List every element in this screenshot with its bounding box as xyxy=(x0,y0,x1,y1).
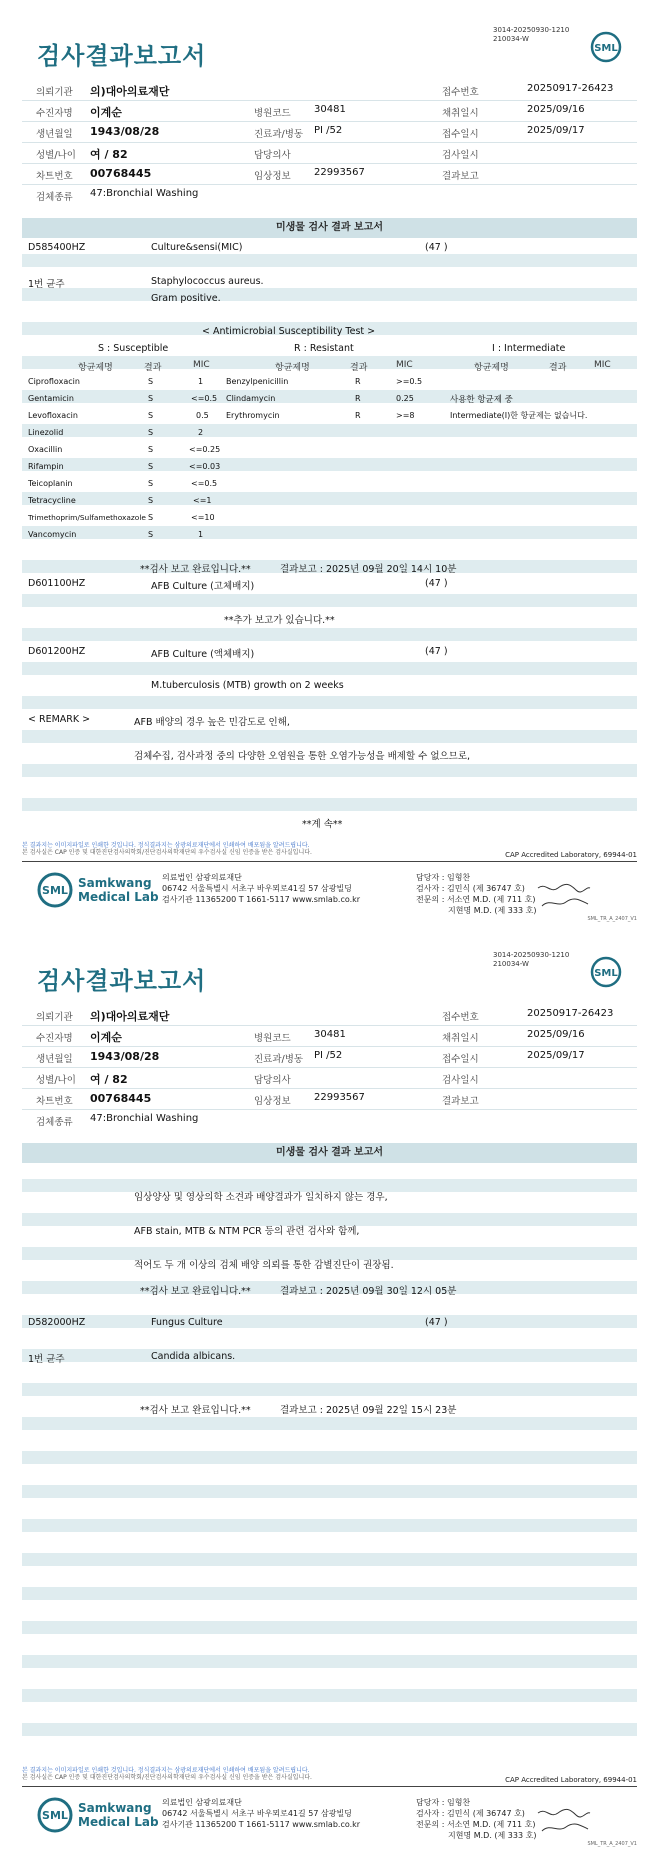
organism-name: Candida albicans. xyxy=(151,1351,236,1362)
svg-text:SML: SML xyxy=(42,884,68,897)
header-row: 차트번호 00768445 임상정보 22993567 결과보고 xyxy=(22,164,637,185)
svg-text:SML: SML xyxy=(594,43,618,54)
footer-note: 본 결과지는 이미지파일로 인쇄한 것입니다. 정식결과지는 삼광의료재단에서 인쇄하여 배포됨을 알려드립니다. 본 검사실은 CAP 인증 및 대한진단검사의학회/진단검사의학재단의 우수검사실 신임 인증을 받은 검사실입니다. xyxy=(22,1767,312,1781)
patient-header xyxy=(22,80,637,205)
header-row: 성별/나이 여 / 82 담당의사 검사일시 xyxy=(22,143,637,164)
signature-icon xyxy=(536,880,592,912)
organism-name: Staphylococcus aureus. xyxy=(151,276,264,287)
lab-address: 의료법인 삼광의료재단 06742 서울특별시 서초구 바우뫼로41길 57 삼광빌딩 검사기관 11365200 T 1661-5117 www.smlab.co.kr xyxy=(162,1798,361,1829)
patient-name: 이계순 xyxy=(90,106,122,119)
report-page-1: 검사결과보고서 3014-20250930-1210 210034-W SML 의뢰기관 의)대아의료재단 접수번호 20250917-26423 수진자명 이계순 병원코드 30481 채취일시 2025/09/16 생년월일 1943/08/28 진료과/병동 PI /52 접수일시 2025/09/17 성별/나이 여 / 82 담당의사 검사일시 차트번호 00768445 임상정보 22993567 결과보고 검체종류 47:Bronchial Washing 미생물 검사 결과 보고서 D585400HZ Culture&sensi(MIC) (47 ) 1번 균주 Staphylococcus aureus. Gram positive. < Antimicrobial Susceptibility Test > S : Susceptible R : Resistant I : Intermediate 항균제명 결과 MIC 항균제명 결과 MIC 항균제명 결과 MIC Ciprofloxacin S 1 Gentamicin S <=0.5 Levofloxacin S 0.5 Linezolid S 2 Oxacillin S <=0.25 Rifampin S <=0.03 Teicoplanin S <=0.5 Tetracycline S <=1 Trimethoprim/Sulfamethoxazole S <=10 Vancomycin S 1 Benzylpenicillin R >=0.5 Clindamycin R 0.25 Erythromycin R >=8 사용한 항균제 중 Intermediate(I)한 항균제는 없습니다. **검사 보고 완료입니다.** 결과보고 : 2025년 09월 20일 14시 10분 D601100HZ AFB Culture (고체배지) (47 ) **추가 보고가 있습니다.** D601200HZ AFB Culture (액체배지) (47 ) M.tuberculosis (MTB) growth on 2 weeks < REMARK > AFB 배양의 경우 높은 민감도로 인해, 검체수집, 검사과정 중의 다양한 오염원을 통한 오염가능성을 배제할 수 없으므로, **계 속** 본 결과지는 이미지파일로 인쇄한 것입니다. 정식결과지는 삼광의료재단에서 인쇄하여 배포됨을 알려드립니다. 본 검사실은 CAP 인증 및 대한진단검사의학회/진단검사의학재단의 우수검사실 신임 인증을 받은 검사실입니다. CAP Accredited Laboratory, 69944-01 SML Samkwang Medical Lab 의료법인 삼광의료재단 06742 서울특별시 서초구 바우뫼로41길 57 삼광빌딩 검사기관 11365200 T 1661-5117 www.smlab.co.kr 담당자 : 임형찬 검사자 : 김민식 (제 36747 호) 전문의 : 서소연 M.D. (제 711 호) 지현명 M.D. (제 333 호) SML_TR_A_2407_V1 xyxy=(22,26,637,922)
institution: 의)대아의료재단 xyxy=(90,85,170,98)
signatures: 담당자 : 임형찬 검사자 : 김민식 (제 36747 호) 전문의 : 서소연 M.D. (제 711 호) 지현명 M.D. (제 333 호) xyxy=(416,1798,537,1840)
header-row: 생년월일 1943/08/28 진료과/병동 PI /52 접수일시 2025/09/17 xyxy=(22,122,637,143)
sml-logo-icon xyxy=(590,31,622,63)
report-page-2: 검사결과보고서 3014-20250930-1210 210034-W SML 의뢰기관 의)대아의료재단 접수번호 20250917-26423 수진자명 이계순 병원코드 30481 채취일시 2025/09/16 생년월일 1943/08/28 진료과/병동 PI /52 접수일시 2025/09/17 성별/나이 여 / 82 담당의사 검사일시 차트번호 00768445 임상정보 22993567 결과보고 검체종류 47:Bronchial Washing 미생물 검사 결과 보고서 임상양상 및 영상의학 소견과 배양결과가 일치하지 않는 경우, AFB stain, MTB & NTM PCR 등의 관련 검사와 함께, 적어도 두 개 이상의 검체 배양 의뢰를 통한 감별진단이 권장됨. **검사 보고 완료입니다.** 결과보고 : 2025년 09월 30일 12시 05분 D582000HZ Fungus Culture (47 ) 1번 균주 Candida albicans. **검사 보고 완료입니다.** 결과보고 : 2025년 09월 22일 15시 23분 본 결과지는 이미지파일로 인쇄한 것입니다. 정식결과지는 삼광의료재단에서 인쇄하여 배포됨을 알려드립니다. 본 검사실은 CAP 인증 및 대한진단검사의학회/진단검사의학재단의 우수검사실 신임 인증을 받은 검사실입니다. CAP Accredited Laboratory, 69944-01 SML Samkwang Medical Lab 의료법인 삼광의료재단 06742 서울특별시 서초구 바우뫼로41길 57 삼광빌딩 검사기관 11365200 T 1661-5117 www.smlab.co.kr 담당자 : 임형찬 검사자 : 김민식 (제 36747 호) 전문의 : 서소연 M.D. (제 711 호) 지현명 M.D. (제 333 호) SML_TR_A_2407_V1 xyxy=(22,951,637,1847)
header-row: 수진자명 이계순 병원코드 30481 채취일시 2025/09/16 xyxy=(22,101,637,122)
section-title: 미생물 검사 결과 보고서 xyxy=(22,218,637,238)
ast-title: < Antimicrobial Susceptibility Test > xyxy=(202,326,376,337)
lab-brand: Samkwang Medical Lab xyxy=(78,1801,159,1829)
lab-brand: Samkwang Medical Lab xyxy=(78,876,159,904)
signature-icon xyxy=(536,1805,592,1837)
header-row: 의뢰기관 의)대아의료재단 접수번호 20250917-26423 xyxy=(22,80,637,101)
document-id: 3014-20250930-1210 210034-W xyxy=(493,26,570,43)
section-title: 미생물 검사 결과 보고서 xyxy=(22,1143,637,1163)
sml-logo-icon xyxy=(37,872,73,908)
signatures: 담당자 : 임형찬 검사자 : 김민식 (제 36747 호) 전문의 : 서소연 M.D. (제 711 호) 지현명 M.D. (제 333 호) xyxy=(416,873,537,915)
report-title: 검사결과보고서 xyxy=(37,42,207,70)
sml-logo-icon xyxy=(590,956,622,988)
receipt-no: 20250917-26423 xyxy=(527,83,614,94)
lab-address: 의료법인 삼광의료재단 06742 서울특별시 서초구 바우뫼로41길 57 삼광빌딩 검사기관 11365200 T 1661-5117 www.smlab.co.kr xyxy=(162,873,361,904)
report-title: 검사결과보고서 xyxy=(37,967,207,995)
header-row: 검체종류 47:Bronchial Washing xyxy=(36,188,199,203)
sml-logo-icon xyxy=(37,1797,73,1833)
footer-note: 본 결과지는 이미지파일로 인쇄한 것입니다. 정식결과지는 삼광의료재단에서 인쇄하여 배포됨을 알려드립니다. 본 검사실은 CAP 인증 및 대한진단검사의학회/진단검사의학재단의 우수검사실 신임 인증을 받은 검사실입니다. xyxy=(22,842,312,856)
svg-text:SML: SML xyxy=(594,968,618,979)
patient-header: 의뢰기관 의)대아의료재단 접수번호 20250917-26423 수진자명 이계순 병원코드 30481 채취일시 2025/09/16 생년월일 1943/08/28 진료과/병동 PI /52 접수일시 2025/09/17 성별/나이 여 / 82 담당의사 검사일시 차트번호 00768445 임상정보 22993567 결과보고 검체종류 47:Bronchial Washing xyxy=(22,1005,637,1130)
svg-text:SML: SML xyxy=(42,1809,68,1822)
document-id: 3014-20250930-1210 210034-W xyxy=(493,951,570,968)
